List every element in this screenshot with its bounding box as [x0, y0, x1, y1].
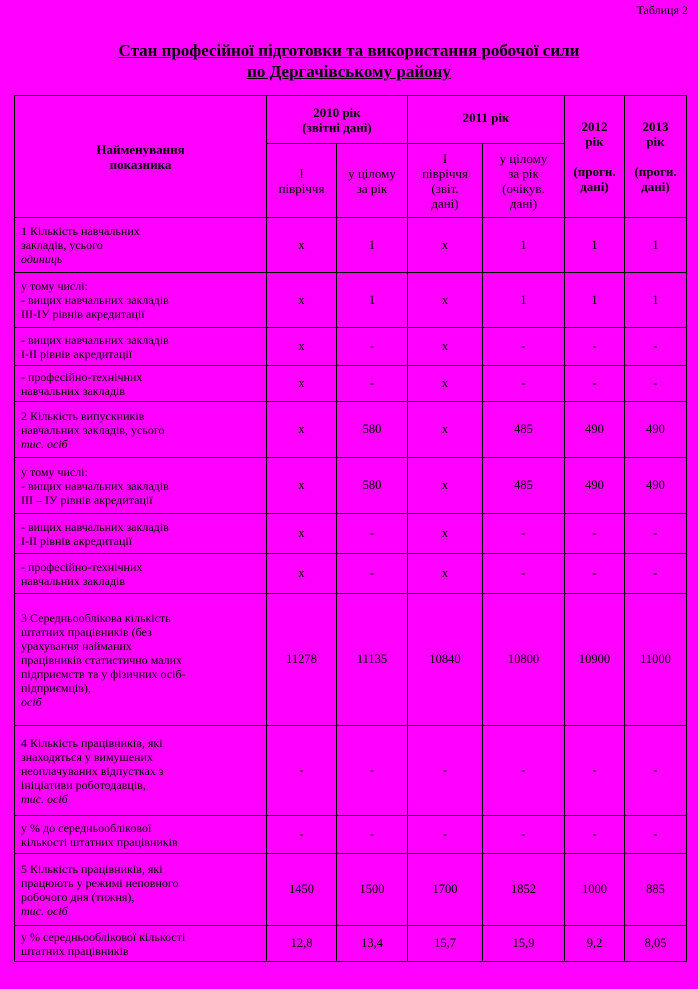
header-2010: 2010 рік (звітні дані) [267, 96, 408, 144]
value-cell: 1000 [565, 854, 625, 926]
indicator-name-line: кількості штатних працівників [21, 834, 178, 849]
indicator-name-line: - вищих навчальних закладів [21, 293, 169, 307]
value-cell: - [408, 816, 483, 854]
value-cell: - [483, 328, 565, 366]
value-cell: 13,4 [337, 926, 408, 962]
indicator-name-line: урахування найманих [21, 638, 132, 653]
value-cell: х [408, 402, 483, 458]
value-cell: 1852 [483, 854, 565, 926]
title-line-1: Стан професійної підготовки та використання робочої сили [118, 41, 580, 60]
header-2010-whole: у цілому за рік [337, 144, 408, 218]
value-cell: 485 [483, 402, 565, 458]
value-cell: - [565, 726, 625, 816]
table-row [15, 458, 687, 514]
indicator-name-line: штатних працівників (без [21, 624, 152, 639]
value-cell: 10900 [565, 594, 625, 726]
indicator-name-line: працюють у режимі неповного [21, 875, 179, 890]
indicator-name-cell [15, 816, 267, 854]
value-cell: - [337, 328, 408, 366]
workforce-table [14, 95, 687, 962]
value-cell: х [408, 458, 483, 514]
indicator-name-line: ІІІ-ІУ рівнів акредитації [21, 307, 145, 321]
value-cell: х [267, 366, 337, 402]
indicator-name-line: у % до середньооблікової [21, 820, 152, 835]
value-cell: - [483, 554, 565, 594]
value-cell: х [408, 328, 483, 366]
value-cell: - [625, 816, 687, 854]
table-row [15, 594, 687, 726]
indicator-name-cell [15, 926, 267, 962]
table-row [15, 273, 687, 328]
value-cell: 1500 [337, 854, 408, 926]
value-cell: х [267, 514, 337, 554]
value-cell: - [565, 554, 625, 594]
table-row [15, 726, 687, 816]
value-cell: х [408, 554, 483, 594]
document-title [0, 40, 698, 82]
indicator-unit: тис. осіб [21, 791, 68, 806]
indicator-name-line: навчальних закладів [21, 383, 126, 398]
indicator-name-line: підприємців), [21, 680, 91, 695]
value-cell: 1 [337, 273, 408, 328]
table-row [15, 328, 687, 366]
value-cell: 1 [337, 218, 408, 273]
value-cell: 10800 [483, 594, 565, 726]
value-cell: 1 [625, 218, 687, 273]
header-2011: 2011 рік [408, 96, 565, 144]
indicator-name-line: - професійно-технічних [21, 559, 143, 574]
indicator-name-line: штатних працівників [21, 943, 129, 958]
value-cell: - [267, 816, 337, 854]
header-2011-whole: у цілому за рік (очікув. дані) [483, 144, 565, 218]
value-cell: - [267, 726, 337, 816]
indicator-name-cell [15, 458, 267, 514]
indicator-name-line: навчальних закладів [21, 573, 126, 588]
indicator-name-line: у тому числі: [21, 279, 88, 293]
indicator-name-line: працівників статистично малих [21, 652, 183, 667]
value-cell: - [565, 514, 625, 554]
indicator-name-line: 4 Кількість працівників, які [21, 735, 163, 750]
indicator-name-cell [15, 514, 267, 554]
indicator-name-line: 1 Кількість навчальних [21, 224, 140, 238]
value-cell: - [565, 366, 625, 402]
value-cell: 580 [337, 458, 408, 514]
table-row [15, 554, 687, 594]
indicator-name-cell [15, 402, 267, 458]
value-cell: 1450 [267, 854, 337, 926]
indicator-name-cell [15, 554, 267, 594]
value-cell: - [337, 514, 408, 554]
indicator-name-line: у тому числі: [21, 464, 88, 479]
indicator-name-line: знаходяться у вимушених [21, 749, 153, 764]
value-cell: - [565, 816, 625, 854]
indicator-name-line: 5 Кількість працівників, які [21, 861, 163, 876]
value-cell: 15,9 [483, 926, 565, 962]
value-cell: - [483, 726, 565, 816]
value-cell: 580 [337, 402, 408, 458]
header-2012: 2012 рік (прогн. дані) [565, 96, 625, 218]
indicator-name-line: - професійно-технічних [21, 369, 143, 384]
indicator-name-line: закладів, усього [21, 238, 103, 252]
value-cell: - [625, 328, 687, 366]
value-cell: 1 [483, 218, 565, 273]
indicator-name-line: 2 Кількість випускників [21, 408, 145, 423]
indicator-unit: тис. осіб [21, 436, 68, 451]
indicator-name-line: 3 Середньооблікова кількість [21, 610, 171, 625]
value-cell: х [267, 402, 337, 458]
value-cell: х [267, 554, 337, 594]
value-cell: - [408, 726, 483, 816]
value-cell: 11278 [267, 594, 337, 726]
value-cell: 9,2 [565, 926, 625, 962]
value-cell: 1 [483, 273, 565, 328]
header-indicator-name: Найменування показника [15, 96, 267, 218]
value-cell: - [483, 366, 565, 402]
value-cell: - [625, 726, 687, 816]
indicator-name-line: неоплачуваних відпустках з [21, 763, 164, 778]
value-cell: 490 [625, 402, 687, 458]
value-cell: х [267, 218, 337, 273]
table-row [15, 514, 687, 554]
value-cell: 1700 [408, 854, 483, 926]
value-cell: 10840 [408, 594, 483, 726]
value-cell: х [408, 514, 483, 554]
value-cell: 11000 [625, 594, 687, 726]
value-cell: 490 [565, 458, 625, 514]
indicator-name-line: І-ІІ рівнів акредитації [21, 533, 133, 548]
value-cell: - [565, 328, 625, 366]
indicator-name-line: І-ІІ рівнів акредитації [21, 346, 133, 361]
indicator-name-line: - вищих навчальних закладів [21, 478, 169, 493]
value-cell: х [267, 328, 337, 366]
value-cell: 11135 [337, 594, 408, 726]
indicator-name-line: ініціативи роботодавців, [21, 777, 146, 792]
header-2011-half: І півріччя (звіт. дані) [408, 144, 483, 218]
value-cell: - [625, 514, 687, 554]
table-row [15, 854, 687, 926]
value-cell: 490 [625, 458, 687, 514]
value-cell: - [625, 554, 687, 594]
indicator-name-cell [15, 273, 267, 328]
table-row [15, 366, 687, 402]
indicator-name-cell [15, 726, 267, 816]
indicator-name-line: робочого дня (тижня), [21, 889, 135, 904]
indicator-unit: одиниць [21, 252, 63, 266]
value-cell: - [625, 366, 687, 402]
value-cell: - [337, 554, 408, 594]
table-row [15, 402, 687, 458]
table-row [15, 218, 687, 273]
value-cell: х [408, 273, 483, 328]
value-cell: - [337, 726, 408, 816]
value-cell: 1 [625, 273, 687, 328]
title-line-2: по Дергачівському району [247, 62, 451, 81]
table-row [15, 816, 687, 854]
value-cell: 485 [483, 458, 565, 514]
value-cell: 1 [565, 218, 625, 273]
value-cell: 8,05 [625, 926, 687, 962]
value-cell: х [267, 458, 337, 514]
value-cell: - [483, 514, 565, 554]
value-cell: х [408, 366, 483, 402]
value-cell: 12,8 [267, 926, 337, 962]
indicator-name-cell [15, 594, 267, 726]
value-cell: 490 [565, 402, 625, 458]
indicator-name-cell [15, 328, 267, 366]
value-cell: 15,7 [408, 926, 483, 962]
indicator-name-line: ІІІ – ІУ рівнів акредитації [21, 492, 153, 507]
header-2013: 2013 рік (прогн. дані) [625, 96, 687, 218]
indicator-unit: осіб [21, 694, 42, 709]
table-number-note: Таблиця 2 [636, 3, 688, 17]
value-cell: - [337, 816, 408, 854]
table-row [15, 926, 687, 962]
value-cell: - [483, 816, 565, 854]
value-cell: 1 [565, 273, 625, 328]
value-cell: - [337, 366, 408, 402]
indicator-name-line: - вищих навчальних закладів [21, 332, 169, 347]
header-2010-half: І півріччя [267, 144, 337, 218]
indicator-name-cell [15, 854, 267, 926]
indicator-name-cell [15, 366, 267, 402]
value-cell: х [408, 218, 483, 273]
indicator-name-line: навчальних закладів, усього [21, 422, 165, 437]
indicator-unit: тис. осіб [21, 903, 68, 918]
value-cell: х [267, 273, 337, 328]
value-cell: 885 [625, 854, 687, 926]
indicator-name-line: - вищих навчальних закладів [21, 519, 169, 534]
indicator-name-line: у % середньооблікової кількості [21, 929, 186, 944]
indicator-name-cell [15, 218, 267, 273]
indicator-name-line: підприємств та у фізичних осіб- [21, 666, 186, 681]
